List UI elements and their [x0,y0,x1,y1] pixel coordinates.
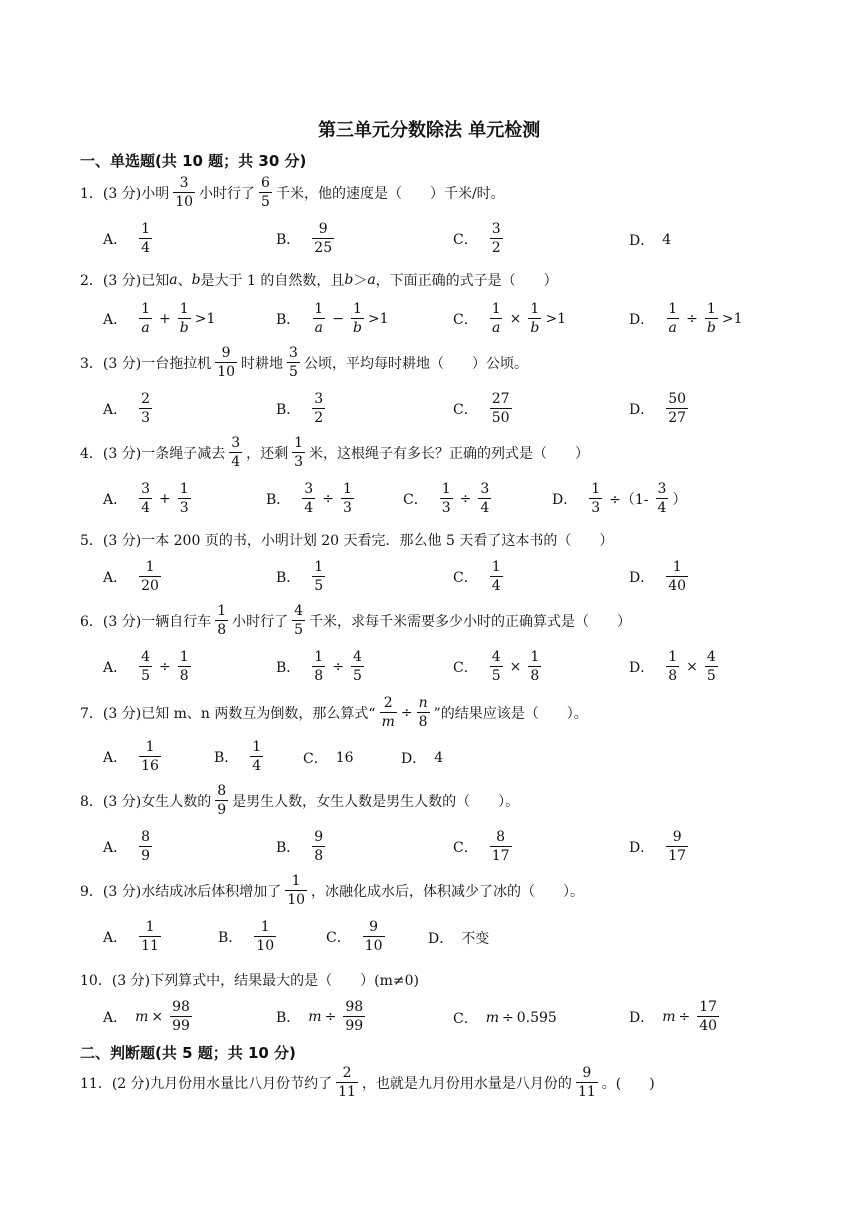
section-heading-single-choice: 一、单选题(共 10 题；共 30 分) [80,152,307,170]
fraction: $\frac{3}{5}$ [289,345,298,380]
option-b[interactable]: B． $\frac{1}{8}$ ÷ $\frac{4}{5}$ [276,649,362,684]
fraction: $\frac{4}{5}$ [294,603,304,638]
option-b[interactable]: B． $\frac{1}{5}$ [276,559,324,594]
question-text: ，冰融化成水后，体积减少了冰的（ ）。 [311,883,585,900]
fraction: $\frac{8}{9}$ [217,783,227,818]
section-heading-true-false: 二、判断题(共 5 题；共 10 分) [80,1044,296,1062]
question-text: 九月份用水量比八月份节约了 [150,1075,333,1092]
question-number: 8．(3 分) [80,793,142,810]
question-1 [80,174,505,211]
option-c[interactable]: C． $\frac{4}{5}$ × $\frac{1}{8}$ [453,649,540,684]
option-a[interactable]: A． $\frac{1}{a}$ + $\frac{1}{b}$ >1 [103,301,216,336]
option-c[interactable]: C． $\frac{27}{50}$ [453,391,510,426]
fraction: $\frac{1}{3}$ [294,435,304,470]
question-text: 已知 m、n 两数互为倒数，那么算式“ [141,705,376,722]
fraction: $\frac{1}{8}$ [217,603,227,638]
option-d[interactable]: D． $\frac{1}{40}$ [629,559,687,594]
question-text: 。( ) [601,1075,655,1092]
option-d[interactable]: D． m ÷ $\frac{17}{40}$ [629,999,718,1034]
option-a[interactable]: A． $\frac{2}{3}$ [103,391,151,426]
option-b[interactable]: B． $\frac{3}{4}$ ÷ $\frac{1}{3}$ [266,481,352,516]
question-number: 1．(3 分) [80,185,142,202]
option-b[interactable]: B． $\frac{3}{2}$ [276,391,324,426]
question-text: 一辆自行车 [141,613,212,630]
question-text: ，也就是九月份用水量是八月份的 [361,1075,572,1092]
question-text: 公顷，平均每时耕地（ ）公顷。 [303,355,528,372]
option-d[interactable]: D． 不变 [428,931,490,947]
option-d[interactable]: D． $\frac{1}{3}$ ÷（1- $\frac{3}{4}$ ） [552,481,687,516]
question-number: 7．(3 分) [80,705,142,722]
question-number: 9．(3 分) [80,883,142,900]
question-text: 小时行了 [199,185,256,202]
option-c[interactable]: C． $\frac{9}{10}$ [326,919,383,954]
option-c[interactable]: C． $\frac{1}{a}$ × $\frac{1}{b}$ >1 [453,301,566,336]
option-c[interactable]: C． $\frac{1}{3}$ ÷ $\frac{3}{4}$ [403,481,490,516]
question-text: 千米，求每千米需要多少小时的正确算式是（ ） [309,613,632,630]
option-a[interactable]: A． $\frac{3}{4}$ + $\frac{1}{3}$ [103,481,189,516]
option-c[interactable]: C． $\frac{1}{4}$ [453,559,501,594]
question-number: 3．(3 分) [80,355,142,372]
fraction: $\frac{6}{5}$ [261,175,270,210]
option-a[interactable]: A． $\frac{8}{9}$ [103,829,151,864]
option-b[interactable]: B． $\frac{1}{4}$ [214,739,262,774]
option-d[interactable]: D． $\frac{1}{a}$ ÷ $\frac{1}{b}$ >1 [629,301,743,336]
option-b[interactable]: B． $\frac{9}{25}$ [276,221,333,256]
question-text: 小时行了 [232,613,289,630]
question-5 [80,530,613,550]
option-a[interactable]: A． $\frac{4}{5}$ ÷ $\frac{1}{8}$ [103,649,189,684]
option-d[interactable]: D． $\frac{9}{17}$ [629,829,687,864]
option-d[interactable]: D． 4 [629,232,672,249]
option-a[interactable]: A． $\frac{1}{16}$ [103,739,159,774]
question-text: 女生人数的 [141,793,212,810]
option-b[interactable]: B． $\frac{1}{a}$ − $\frac{1}{b}$ >1 [276,301,389,336]
question-6 [80,602,631,639]
question-10 [80,970,419,990]
question-number: 2．(3 分) [80,273,142,289]
question-text: 已知 [141,273,170,289]
option-d[interactable]: D． $\frac{50}{27}$ [629,391,687,426]
question-text: 水结成冰后体积增加了 [141,883,282,900]
question-text: ，还剩 [246,445,289,462]
option-d[interactable]: D． $\frac{1}{8}$ × $\frac{4}{5}$ [629,649,716,684]
question-11 [80,1064,655,1101]
question-4 [80,434,589,471]
question-number: 10．(3 分) [80,973,151,989]
question-text: 一台拖拉机 [141,355,212,372]
option-c[interactable]: C． $\frac{8}{17}$ [453,829,510,864]
fraction: $\frac{9}{10}$ [217,345,236,380]
question-text: 小明 [141,185,170,202]
question-9 [80,872,584,909]
question-2: 2．(3 分) 已知 a 、 b 是大于 1 的自然数，且 b ＞ a ，下面正确的式子是（ ） [80,272,558,289]
question-text: ”的结果应该是（ ）。 [433,705,588,722]
question-text: 时耕地 [241,355,284,372]
fraction: $\frac{3}{4}$ [231,435,241,470]
question-number: 11．(2 分) [80,1075,151,1092]
question-8 [80,782,519,819]
page-title: 第三单元分数除法 单元检测 [318,120,541,141]
question-text: 下列算式中，结果最大的是（ ）(m≠0) [150,973,419,989]
fraction: $\frac{2}{11}$ [338,1065,356,1100]
option-a[interactable]: A． $\frac{1}{11}$ [103,919,159,954]
question-text: 一条绳子减去 [141,445,226,462]
question-text: 是男生人数，女生人数是男生人数的（ ）。 [232,793,520,810]
fraction: $\frac{1}{10}$ [287,873,306,908]
fraction: $\frac{2}{m}$ [381,695,395,730]
question-text: 一本 200 页的书，小明计划 20 天看完．那么他 5 天看了这本书的（ ） [141,533,614,549]
fraction: $\frac{3}{10}$ [175,175,194,210]
option-d[interactable]: D． 4 [401,750,444,767]
option-a[interactable]: A． $\frac{1}{4}$ [103,221,151,256]
fraction: $\frac{n}{8}$ [418,695,428,730]
option-a[interactable]: A． $\frac{1}{20}$ [103,559,159,594]
option-b[interactable]: B． $\frac{1}{10}$ [218,919,275,954]
question-number: 5．(3 分) [80,533,142,549]
question-3 [80,344,528,381]
question-number: 6．(3 分) [80,613,142,630]
option-b[interactable]: B． m ÷ $\frac{98}{99}$ [276,999,364,1034]
question-text: 米，这根绳子有多长？正确的列式是（ ） [309,445,590,462]
question-text: 千米，他的速度是（ ）千米/时。 [275,185,505,202]
option-b[interactable]: B． $\frac{9}{8}$ [276,829,324,864]
option-c[interactable]: C． 16 [303,750,354,767]
option-a[interactable]: A． m × $\frac{98}{99}$ [103,999,190,1034]
fraction: $\frac{9}{11}$ [577,1065,596,1100]
question-number: 4．(3 分) [80,445,142,462]
option-c[interactable]: C． $\frac{3}{2}$ [453,221,501,256]
question-7: 7．(3 分) 已知 m、n 两数互为倒数，那么算式“ $\frac{2}{m}$ ÷ $\frac{n}{8}$ ”的结果应该是（ ）。 [80,695,588,730]
option-c[interactable]: C． m ÷ 0.595 [453,1010,557,1027]
